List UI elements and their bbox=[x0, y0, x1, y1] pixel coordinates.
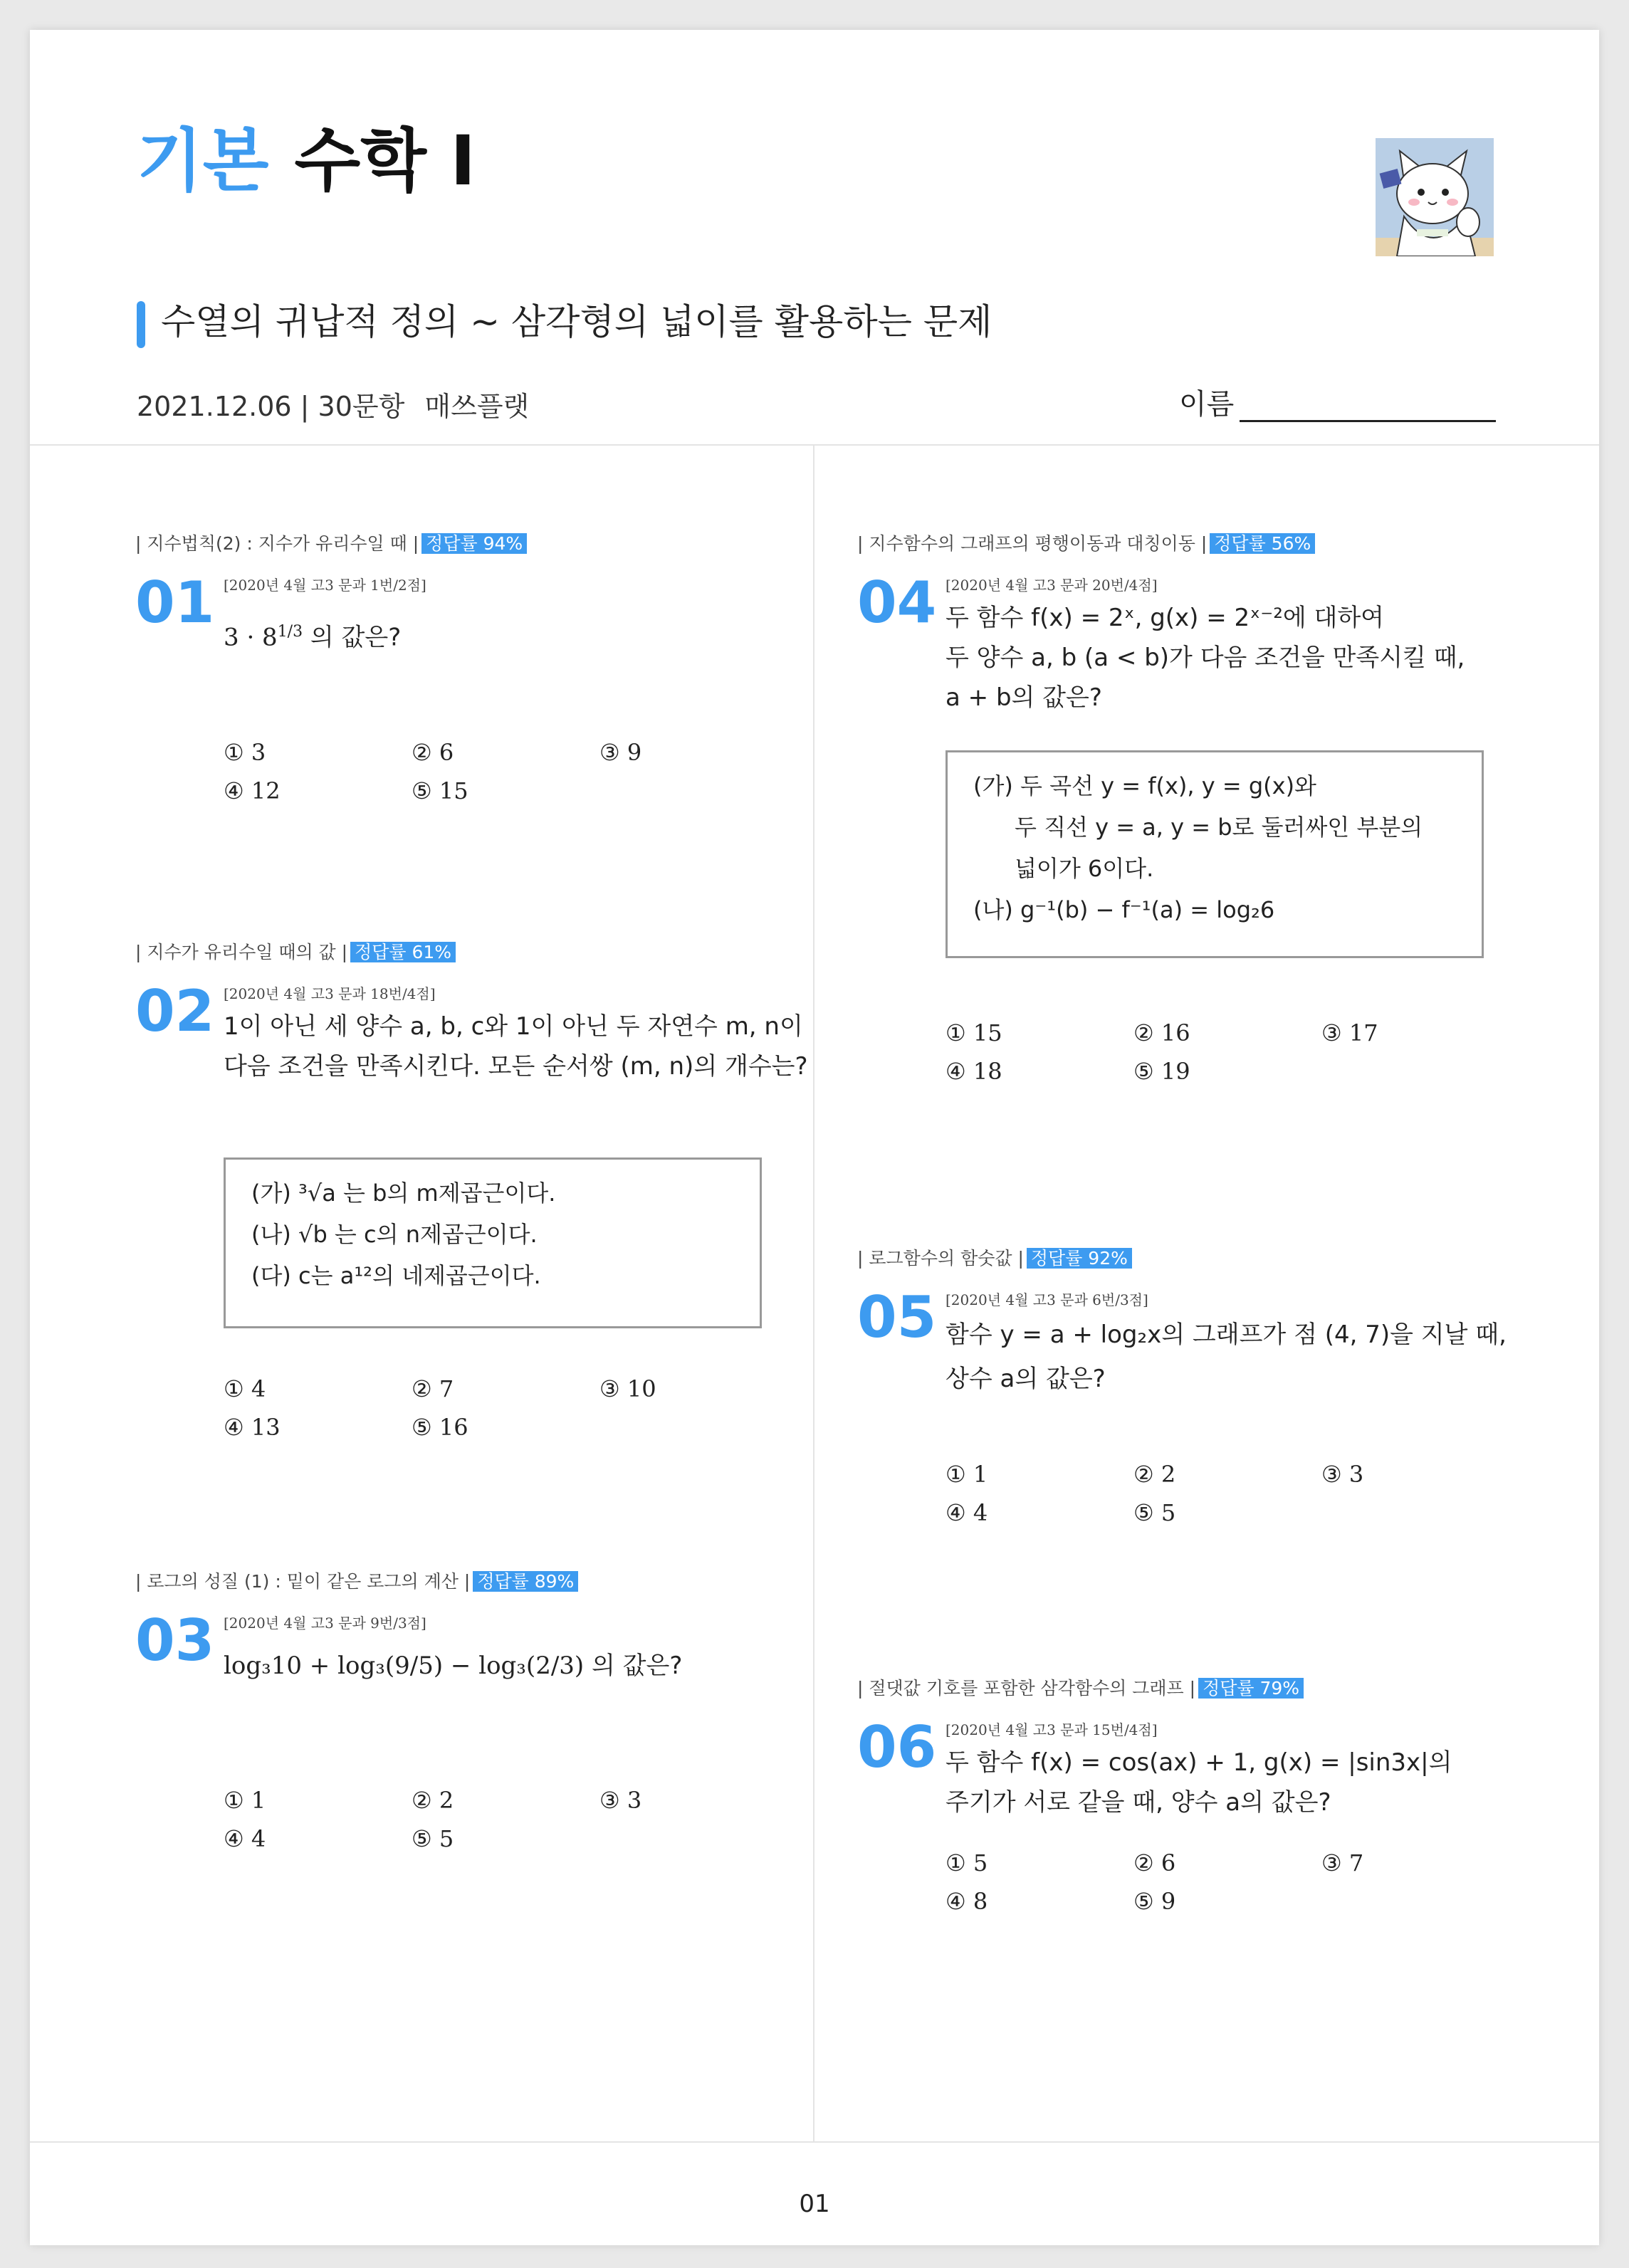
question-number: 06 bbox=[857, 1714, 937, 1780]
question-source: [2020년 4월 고3 문과 20번/4점] bbox=[946, 577, 1158, 594]
condition-b: (나) √b 는 c의 n제곱근이다. bbox=[251, 1221, 538, 1248]
choice-1[interactable]: ① 1 bbox=[224, 1787, 266, 1814]
choice-1[interactable]: ① 1 bbox=[946, 1461, 988, 1488]
title-subject: 수학 I bbox=[294, 121, 476, 201]
choice-3[interactable]: ③ 7 bbox=[1321, 1849, 1364, 1876]
question-topic: | 지수가 유리수일 때의 값 | 정답률 61% bbox=[135, 938, 456, 964]
question-number: 01 bbox=[135, 569, 215, 636]
subtitle-text: 수열의 귀납적 정의 ~ 삼각형의 넓이를 활용하는 문제 bbox=[161, 301, 992, 342]
choice-2[interactable]: ② 6 bbox=[1133, 1849, 1176, 1876]
name-label: 이름 bbox=[1179, 388, 1235, 421]
choice-5[interactable]: ⑤ 5 bbox=[412, 1825, 454, 1852]
question-source: [2020년 4월 고3 문과 18번/4점] bbox=[224, 985, 436, 1002]
choice-1[interactable]: ① 4 bbox=[224, 1375, 266, 1402]
condition-c: (다) c는 a¹²의 네제곱근이다. bbox=[251, 1262, 541, 1289]
choice-5[interactable]: ⑤ 5 bbox=[1133, 1499, 1176, 1526]
choice-1[interactable]: ① 15 bbox=[946, 1019, 1002, 1046]
choice-1[interactable]: ① 5 bbox=[946, 1849, 988, 1876]
choice-4[interactable]: ④ 18 bbox=[946, 1058, 1002, 1085]
choice-4[interactable]: ④ 12 bbox=[224, 777, 281, 804]
choice-2[interactable]: ② 2 bbox=[1133, 1461, 1176, 1488]
worksheet-date-count: 2021.12.06 | 30문항 bbox=[137, 391, 405, 422]
question-topic: | 로그함수의 함숫값 | 정답률 92% bbox=[857, 1244, 1132, 1270]
choice-2[interactable]: ② 2 bbox=[412, 1787, 454, 1814]
question-stem: 두 함수 f(x) = 2ˣ, g(x) = 2ˣ⁻²에 대하여 두 양수 a, b (a < b)가 다음 조건을 만족시킬 때, a + b의 값은? bbox=[946, 604, 1465, 712]
title-level: 기본 bbox=[137, 121, 269, 201]
condition-a: (가) 두 곡선 y = f(x), y = g(x)와 bbox=[973, 772, 1316, 799]
question-source: [2020년 4월 고3 문과 6번/3점] bbox=[946, 1291, 1148, 1308]
question-number: 04 bbox=[857, 569, 937, 636]
choice-3[interactable]: ③ 3 bbox=[1321, 1461, 1364, 1488]
choice-5[interactable]: ⑤ 15 bbox=[412, 777, 468, 804]
page-number: 01 bbox=[799, 2190, 830, 2218]
choice-3[interactable]: ③ 10 bbox=[599, 1375, 656, 1402]
header-divider bbox=[30, 444, 1599, 446]
cat-mascot-icon bbox=[1376, 138, 1494, 256]
choice-3[interactable]: ③ 9 bbox=[599, 739, 642, 766]
choice-4[interactable]: ④ 13 bbox=[224, 1414, 281, 1441]
subtitle-accent-bar bbox=[137, 301, 145, 348]
brand-name: 매쓰플랫 bbox=[424, 391, 530, 422]
question-stem: $3 \cdot 8^{1/3}$ 의 값은? bbox=[224, 623, 402, 652]
question-topic: | 지수함수의 그래프의 평행이동과 대칭이동 | 정답률 56% bbox=[857, 530, 1315, 555]
question-source: [2020년 4월 고3 문과 1번/2점] bbox=[224, 577, 426, 594]
accuracy-badge: 정답률 94% bbox=[421, 533, 527, 554]
choice-1[interactable]: ① 3 bbox=[224, 739, 266, 766]
question-stem: 함수 y = a + log₂x의 그래프가 점 (4, 7)을 지날 때, 상수 a의 값은? bbox=[946, 1321, 1507, 1393]
accuracy-badge: 정답률 56% bbox=[1210, 533, 1315, 554]
choice-3[interactable]: ③ 17 bbox=[1321, 1019, 1378, 1046]
condition-a-cont2: 넓이가 6이다. bbox=[1015, 855, 1154, 882]
condition-b: (나) g⁻¹(b) − f⁻¹(a) = log₂6 bbox=[973, 896, 1275, 923]
question-source: [2020년 4월 고3 문과 9번/3점] bbox=[224, 1615, 426, 1632]
choice-2[interactable]: ② 7 bbox=[412, 1375, 454, 1402]
condition-box bbox=[946, 750, 1484, 958]
worksheet-subtitle bbox=[137, 293, 992, 348]
question-number: 02 bbox=[135, 978, 215, 1044]
choice-2[interactable]: ② 6 bbox=[412, 739, 454, 766]
question-stem: 두 함수 f(x) = cos(ax) + 1, g(x) = |sin3x|의 주기가 서로 같을 때, 양수 a의 값은? bbox=[946, 1748, 1452, 1817]
choice-5[interactable]: ⑤ 16 bbox=[412, 1414, 468, 1441]
accuracy-badge: 정답률 61% bbox=[350, 942, 456, 962]
worksheet-meta bbox=[137, 384, 529, 424]
accuracy-badge: 정답률 89% bbox=[473, 1571, 578, 1592]
question-number: 05 bbox=[857, 1284, 937, 1350]
accuracy-badge: 정답률 92% bbox=[1027, 1248, 1132, 1269]
choice-3[interactable]: ③ 3 bbox=[599, 1787, 642, 1814]
choice-4[interactable]: ④ 4 bbox=[946, 1499, 988, 1526]
worksheet-page bbox=[30, 30, 1599, 2245]
footer-divider bbox=[30, 2141, 1599, 2143]
question-stem: 1이 아닌 세 양수 a, b, c와 1이 아닌 두 자연수 m, n이 다음 조건을 만족시킨다. 모든 순서쌍 (m, n)의 개수는? bbox=[224, 1012, 808, 1081]
choice-4[interactable]: ④ 8 bbox=[946, 1888, 988, 1915]
question-source: [2020년 4월 고3 문과 15번/4점] bbox=[946, 1721, 1158, 1738]
accuracy-badge: 정답률 79% bbox=[1198, 1678, 1304, 1699]
worksheet-title bbox=[137, 107, 476, 204]
question-topic: | 로그의 성질 (1) : 밑이 같은 로그의 계산 | 정답률 89% bbox=[135, 1568, 578, 1593]
name-field[interactable] bbox=[1179, 382, 1496, 422]
question-number: 03 bbox=[135, 1607, 215, 1674]
choice-5[interactable]: ⑤ 9 bbox=[1133, 1888, 1176, 1915]
question-stem: log₃10 + log₃(9/5) − log₃(2/3) 의 값은? bbox=[224, 1652, 683, 1680]
choice-5[interactable]: ⑤ 19 bbox=[1133, 1058, 1190, 1085]
question-topic: | 지수법칙(2) : 지수가 유리수일 때 | 정답률 94% bbox=[135, 530, 527, 555]
condition-a-cont: 두 직선 y = a, y = b로 둘러싸인 부분의 bbox=[1015, 814, 1423, 841]
question-topic: | 절댓값 기호를 포함한 삼각함수의 그래프 | 정답률 79% bbox=[857, 1674, 1304, 1700]
condition-box bbox=[224, 1157, 762, 1328]
choice-4[interactable]: ④ 4 bbox=[224, 1825, 266, 1852]
column-divider bbox=[813, 446, 814, 2143]
choice-2[interactable]: ② 16 bbox=[1133, 1019, 1190, 1046]
condition-a: (가) ³√a 는 b의 m제곱근이다. bbox=[251, 1180, 556, 1207]
name-underline[interactable] bbox=[1240, 390, 1496, 422]
